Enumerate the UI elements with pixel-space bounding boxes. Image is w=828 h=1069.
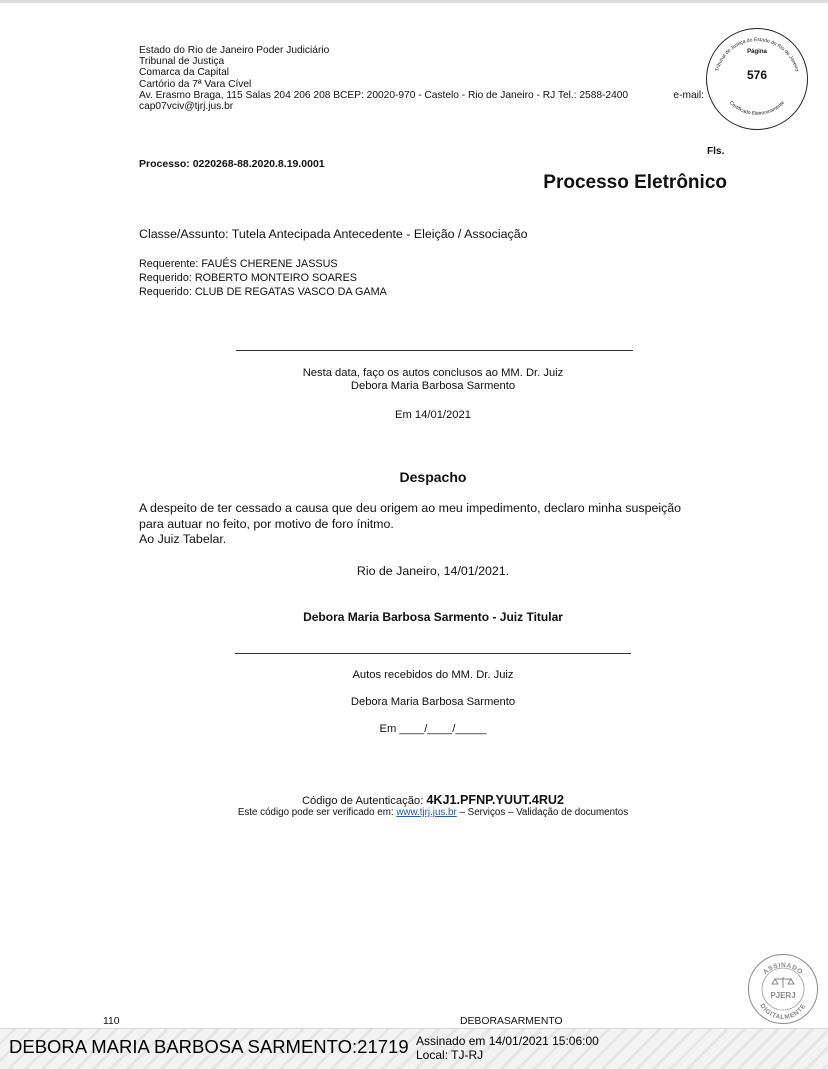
despacho-line-3: Ao Juiz Tabelar. bbox=[139, 532, 227, 546]
despacho-signatory: Debora Maria Barbosa Sarmento - Juiz Titular bbox=[303, 610, 563, 624]
certification-seal bbox=[706, 28, 808, 130]
despacho-title: Despacho bbox=[399, 469, 467, 485]
header-email: cap07vciv@tjrj.jus.br bbox=[139, 101, 234, 113]
verification-suffix: – Serviços – Validação de documentos bbox=[456, 807, 629, 818]
footer-page-number: 110 bbox=[103, 1016, 120, 1027]
verification-line bbox=[139, 807, 727, 818]
signature-info bbox=[416, 1034, 599, 1062]
signer-name: DEBORA MARIA BARBOSA SARMENTO:21719 bbox=[9, 1036, 409, 1057]
header-address-line bbox=[139, 90, 704, 101]
stamp-logo-text: PJERJ bbox=[770, 991, 796, 1000]
scales-of-justice-icon bbox=[772, 977, 794, 988]
despacho-place-date: Rio de Janeiro, 14/01/2021. bbox=[356, 564, 510, 578]
header-tribunal-line: Tribunal de Justiça bbox=[139, 56, 225, 68]
verification-link[interactable]: www.tjrj.jus.br bbox=[396, 807, 457, 818]
digital-signature-stamp bbox=[748, 954, 818, 1024]
conclusion-block bbox=[139, 367, 727, 393]
seal-bottom-text: Certificado Eletronicamente bbox=[727, 100, 787, 117]
signature-timestamp: Assinado em 14/01/2021 15:06:00 bbox=[416, 1034, 599, 1048]
despacho-body bbox=[139, 501, 729, 548]
class-subject: Classe/Assunto: Tutela Antecipada Antecedente - Eleição / Associação bbox=[139, 227, 528, 241]
header-state-line: Estado do Rio de Janeiro Poder Judiciário bbox=[139, 45, 330, 56]
conclusion-text: Nesta data, faço os autos conclusos ao MM. Dr. Juiz bbox=[302, 367, 564, 379]
seal-page-label: Página bbox=[747, 49, 767, 55]
party-defendant-2: Requerido: CLUB DE REGATAS VASCO DA GAMA bbox=[139, 286, 387, 298]
stamp-bottom-text: DIGITALMENTE bbox=[758, 1002, 808, 1022]
fls-label: Fls. bbox=[707, 146, 725, 157]
conclusion-date: Em 14/01/2021 bbox=[395, 409, 471, 421]
svg-text:DIGITALMENTE bbox=[758, 1003, 807, 1021]
court-header bbox=[139, 45, 704, 112]
signature-location: Local: TJ-RJ bbox=[416, 1048, 484, 1062]
header-email-label: e-mail: bbox=[673, 89, 704, 101]
header-cartorio-line: Cartório da 7ª Vara Cível bbox=[139, 78, 252, 90]
conclusion-judge: Debora Maria Barbosa Sarmento bbox=[350, 380, 516, 392]
receipt-judge: Debora Maria Barbosa Sarmento bbox=[350, 696, 516, 708]
seal-page-number: 576 bbox=[746, 68, 768, 82]
divider-receipt bbox=[235, 653, 631, 654]
stamp-top-text: ASSINADO bbox=[762, 961, 804, 977]
party-defendant-1: Requerido: ROBERTO MONTEIRO SOARES bbox=[139, 272, 357, 284]
authentication-label: Código de Autenticação: bbox=[301, 795, 427, 807]
despacho-line-2: para autuar no feito, por motivo de foro ínitmo. bbox=[139, 516, 394, 531]
verification-prefix: Este código pode ser verificado em: bbox=[237, 807, 397, 818]
parties-list bbox=[139, 257, 387, 299]
page-top-edge bbox=[0, 0, 828, 3]
despacho-line-1: A despeito de ter cessado a causa que deu origem ao meu impedimento, declaro minha suspeição bbox=[139, 501, 682, 515]
header-address: Av. Erasmo Braga, 115 Salas 204 206 208 BCEP: 20020-970 - Castelo - Rio de Janeiro - RJ Tel.: 2588-2400 bbox=[139, 89, 629, 101]
footer-username: DEBORASARMENTO bbox=[460, 1016, 563, 1027]
divider-conclusion bbox=[236, 350, 633, 351]
seal-top-text: Tribunal de Justiça do Estado do Rio de Janeiro bbox=[714, 36, 800, 73]
svg-text:ASSINADO bbox=[762, 962, 804, 976]
process-number: Processo: 0220268-88.2020.8.19.0001 bbox=[139, 158, 325, 170]
authentication-code: 4KJ1.PFNP.YUUT.4RU2 bbox=[426, 793, 565, 807]
receipt-date-blank: Em ____/____/_____ bbox=[379, 723, 487, 735]
process-type-title: Processo Eletrônico bbox=[543, 172, 727, 193]
svg-text:Certificado Eletronicamente bbox=[728, 100, 786, 117]
stamp-graphic bbox=[749, 955, 817, 1023]
header-comarca-line: Comarca da Capital bbox=[139, 67, 230, 79]
receipt-text: Autos recebidos do MM. Dr. Juiz bbox=[352, 669, 514, 681]
party-plaintiff: Requerente: FAUÉS CHERENE JASSUS bbox=[139, 258, 338, 270]
